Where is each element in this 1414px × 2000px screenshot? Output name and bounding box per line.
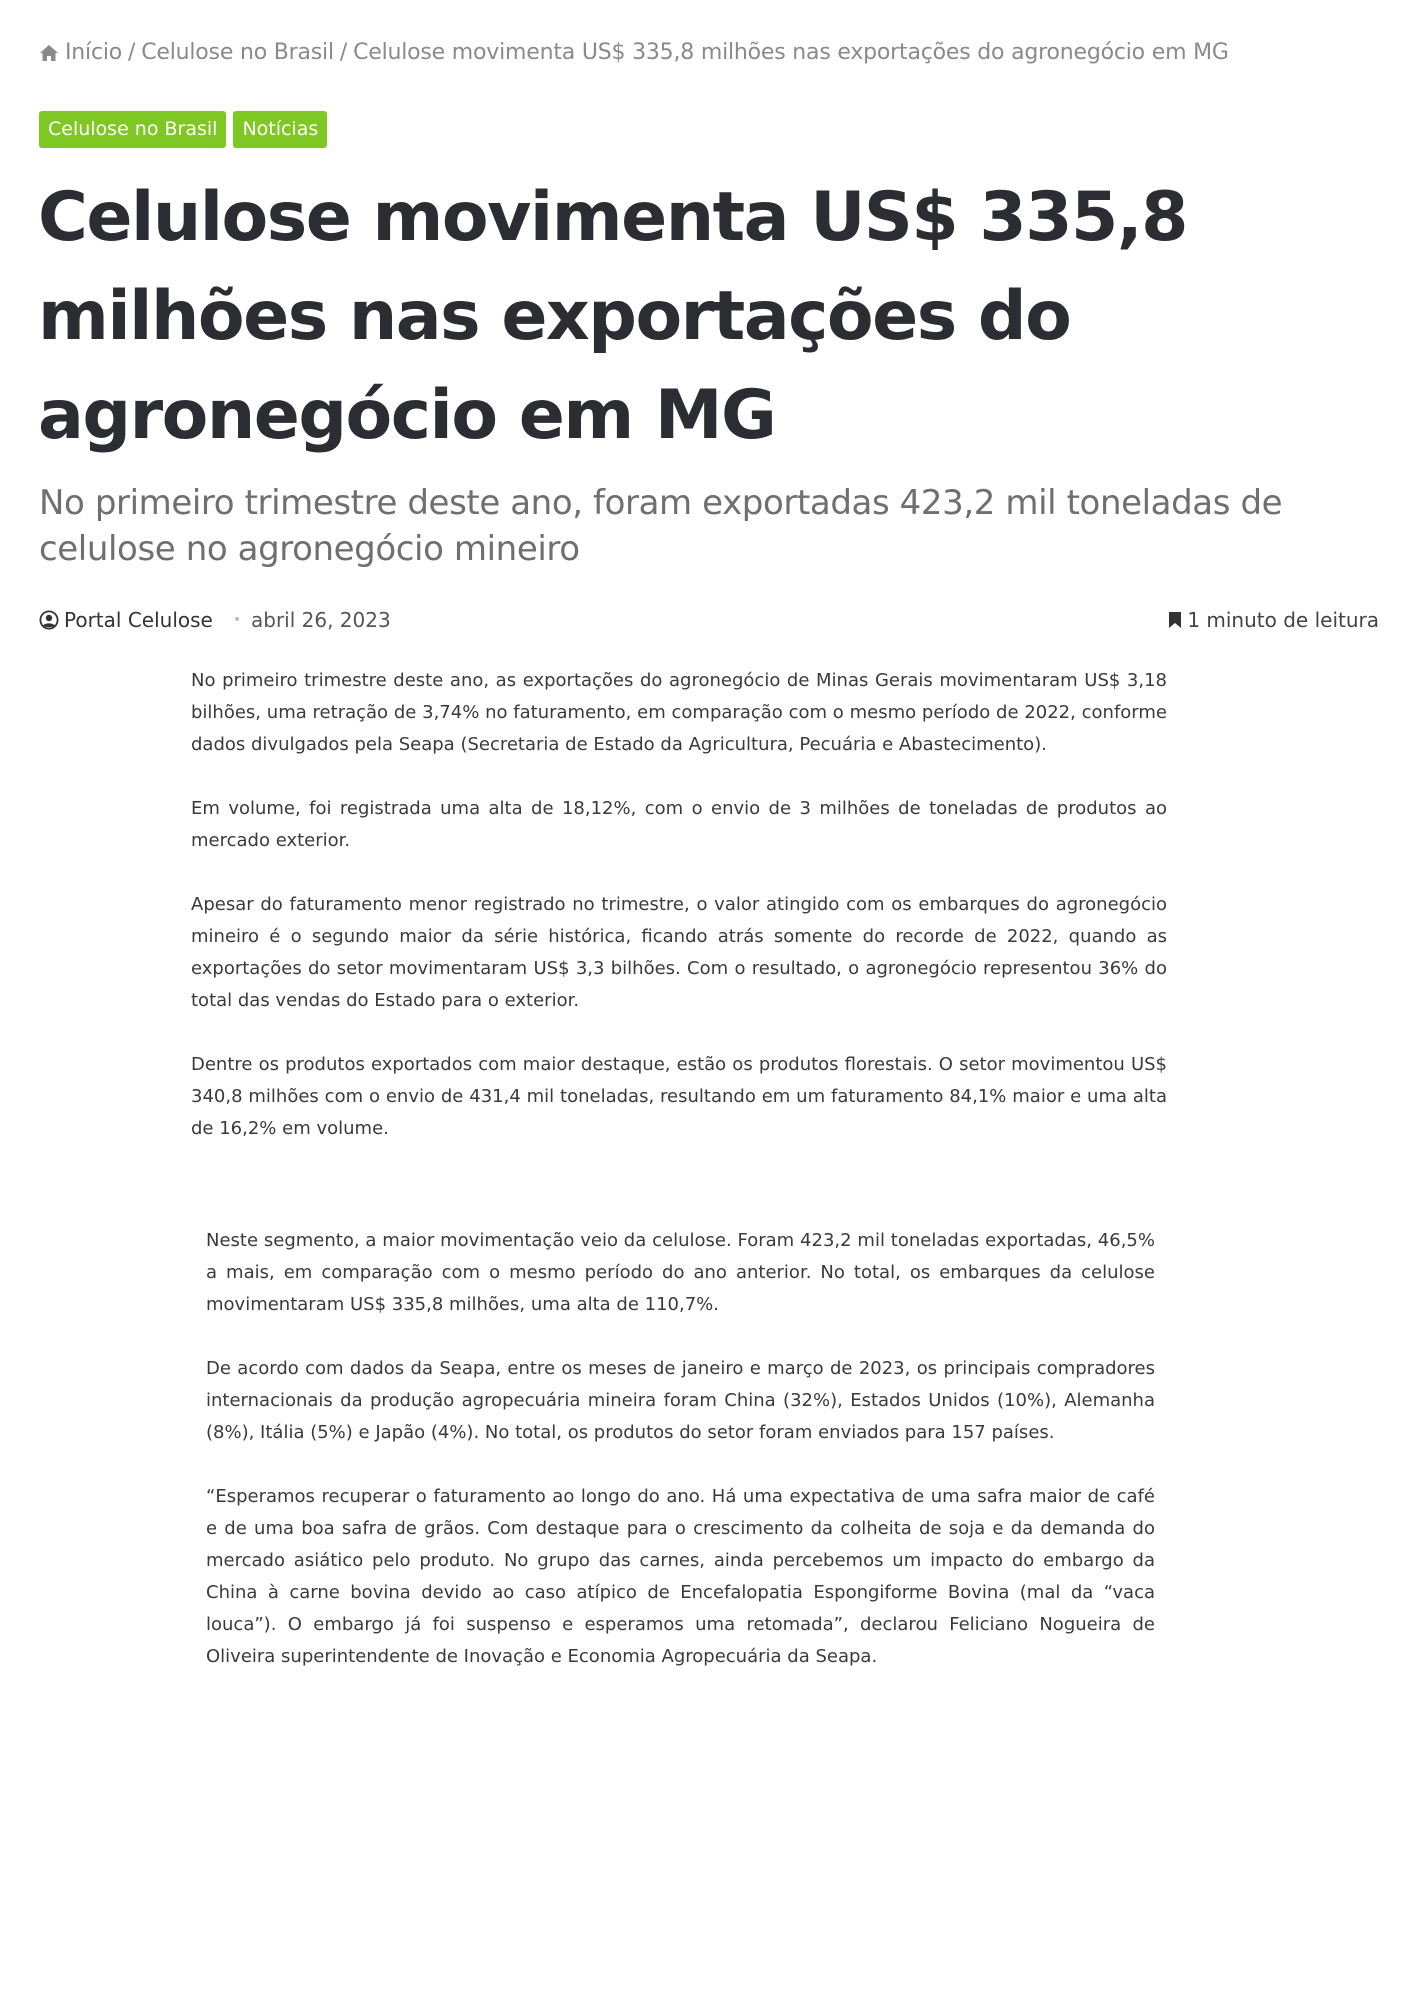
- author-name: Portal Celulose: [64, 608, 213, 632]
- meta-separator-dot: •: [233, 612, 242, 628]
- article-body-block-1: [191, 665, 1167, 1177]
- tag-noticias[interactable]: Notícias: [233, 111, 327, 148]
- breadcrumb-separator: /: [128, 40, 136, 65]
- breadcrumb-home-link[interactable]: Início: [65, 40, 123, 65]
- bookmark-icon: [1168, 611, 1182, 629]
- reading-time-label: 1 minuto de leitura: [1187, 608, 1379, 632]
- user-circle-icon: [39, 610, 59, 630]
- tag-celulose-no-brasil[interactable]: Celulose no Brasil: [39, 111, 226, 148]
- category-tags: [39, 111, 327, 148]
- home-icon: [39, 43, 59, 63]
- breadcrumb-separator: /: [339, 40, 348, 65]
- paragraph: No primeiro trimestre deste ano, as exportações do agronegócio de Minas Gerais movimentaram US$ 3,18 bilhões, uma retração de 3,74% no faturamento, em comparação com o mesmo período de 2022, conforme dados divulgados pela Seapa (Secretaria de Estado da Agricultura, Pecuária e Abastecimento).: [191, 670, 1167, 755]
- article-title: Celulose movimenta US$ 335,8 milhões nas exportações do agronegócio em MG: [38, 178, 1187, 455]
- article-body-block-2: [206, 1225, 1155, 1705]
- paragraph: “Esperamos recuperar o faturamento ao longo do ano. Há uma expectativa de uma safra maior de café e de uma boa safra de grãos. Com destaque para o crescimento da colheita de soja e da demanda do mercado asiático pelo produto. No grupo das carnes, ainda percebemos um impacto do embargo da China à carne bovina devido ao caso atípico de Encefalopatia Espongiforme Bovina (mal da “vaca louca”). O embargo já foi suspenso e esperamos uma retomada”, declarou Feliciano Nogueira de Oliveira superintendente de Inovação e Economia Agropecuária da Seapa.: [206, 1486, 1155, 1667]
- article-subtitle: No primeiro trimestre deste ano, foram exportadas 423,2 mil toneladas de celulose no agronegócio mineiro: [39, 483, 1283, 569]
- paragraph: Dentre os produtos exportados com maior destaque, estão os produtos florestais. O setor movimentou US$ 340,8 milhões com o envio de 431,4 mil toneladas, resultando em um faturamento 84,1% maior e uma alta de 16,2% em volume.: [191, 1054, 1167, 1139]
- breadcrumb-category-link[interactable]: Celulose no Brasil: [141, 40, 334, 65]
- paragraph: Em volume, foi registrada uma alta de 18,12%, com o envio de 3 milhões de toneladas de produtos ao mercado exterior.: [191, 798, 1167, 851]
- reading-time: [1168, 608, 1379, 632]
- breadcrumb-current: Celulose movimenta US$ 335,8 milhões nas exportações do agronegócio em MG: [353, 40, 1229, 65]
- breadcrumb: [39, 40, 1229, 65]
- publish-date: abril 26, 2023: [251, 608, 391, 632]
- paragraph: Apesar do faturamento menor registrado no trimestre, o valor atingido com os embarques do agronegócio mineiro é o segundo maior da série histórica, ficando atrás somente do recorde de 2022, quando as exportações do setor movimentaram US$ 3,3 bilhões. Com o resultado, o agronegócio representou 36% do total das vendas do Estado para o exterior.: [191, 894, 1167, 1011]
- paragraph: De acordo com dados da Seapa, entre os meses de janeiro e março de 2023, os principais compradores internacionais da produção agropecuária mineira foram China (32%), Estados Unidos (10%), Alemanha (8%), Itália (5%) e Japão (4%). No total, os produtos do setor foram enviados para 157 países.: [206, 1358, 1155, 1443]
- paragraph: Neste segmento, a maior movimentação veio da celulose. Foram 423,2 mil toneladas exportadas, 46,5% a mais, em comparação com o mesmo período do ano anterior. No total, os embarques da celulose movimentaram US$ 335,8 milhões, uma alta de 110,7%.: [206, 1230, 1155, 1315]
- article-meta: [39, 608, 1379, 638]
- author[interactable]: [39, 608, 213, 632]
